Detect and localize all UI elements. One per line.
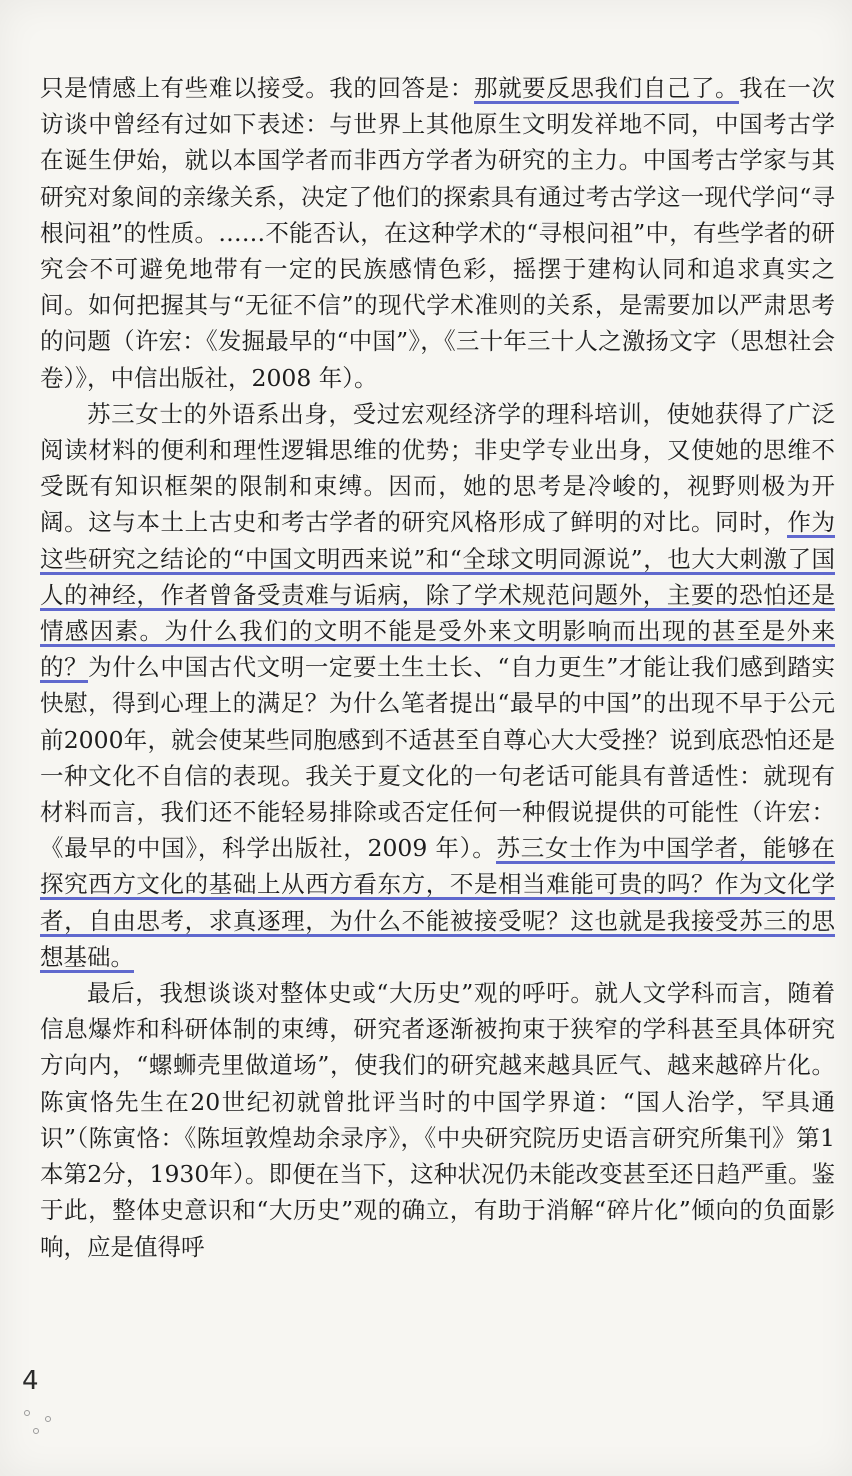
body-text xyxy=(40,70,835,1265)
paper-speck xyxy=(33,1428,39,1434)
highlighted-text: 苏三女士作为中国学者，能够在探究西方文化的基础上从西方看东方，不是相当难能可贵的吗？作为文化学者，自由思考，求真逐理，为什么不能被接受呢？这也就是我接受苏三的思想基础。 xyxy=(40,834,835,971)
paper-speck xyxy=(45,1416,51,1422)
text-segment: 我在一次访谈中曾经有过如下表述：与世界上其他原生文明发祥地不同，中国考古学在诞生伊始，就以本国学者而非西方学者为研究的主力。中国考古学家与其研究对象间的亲缘关系，决定了他们的探索具有通过考古学这一现代学问“寻根问祖”的性质。……不能否认，在这种学术的“寻根问祖”中，有些学者的研究会不可避免地带有一定的民族感情色彩，摇摆于建构认同和追求真实之间。如何把握其与“无征不信”的现代学术准则的关系，是需要加以严肃思考的问题（许宏：《发掘最早的“中国”》，《三十年三十人之激扬文字（思想社会卷）》，中信出版社，2008 年）。 xyxy=(40,74,835,392)
text-segment: 只是情感上有些难以接受。我的回答是： xyxy=(40,74,474,102)
highlighted-text: 作为这些研究之结论的“中国文明西来说”和“全球文明同源说”，也大大刺激了国人的神经，作者曾备受责难与诟病，除了学术规范问题外，主要的恐怕还是情感因素。为什么我们的文明不能是受外来文明影响而出现的甚至是外来的？ xyxy=(40,508,835,682)
highlighted-text: 那就要反思我们自己了。 xyxy=(473,74,740,102)
paragraph xyxy=(40,70,835,396)
paragraph xyxy=(40,396,835,975)
page-number: 4 xyxy=(22,1366,39,1396)
text-segment: 苏三女士的外语系出身，受过宏观经济学的理科培训，使她获得了广泛阅读材料的便利和理性逻辑思维的优势；非史学专业出身，又使她的思维不受既有知识框架的限制和束缚。因而，她的思考是冷峻的，视野则极为开阔。这与本土上古史和考古学者的研究风格形成了鲜明的对比。同时， xyxy=(40,399,835,537)
text-segment: 为什么中国古代文明一定要土生土长、“自力更生”才能让我们感到踏实快慰，得到心理上的满足？为什么笔者提出“最早的中国”的出现不早于公元前2000年，就会使某些同胞感到不适甚至自尊心大大受挫？说到底恐怕还是一种文化不自信的表现。我关于夏文化的一句老话可能具有普适性：就现有材料而言，我们还不能轻易排除或否定任何一种假说提供的可能性（许宏：《最早的中国》，科学出版社，2009 年）。 xyxy=(40,653,836,863)
text-segment: 最后，我想谈谈对整体史或“大历史”观的呼吁。就人文学科而言，随着信息爆炸和科研体制的束缚，研究者逐渐被拘束于狭窄的学科甚至具体研究方向内，“螺蛳壳里做道场”，使我们的研究越来越具匠气、越来越碎片化。陈寅恪先生在20世纪初就曾批评当时的中国学界道：“国人治学，罕具通识”（陈寅恪：《陈垣敦煌劫余录序》，《中央研究院历史语言研究所集刊》第1本第2分，1930年）。即便在当下，这种状况仍未能改变甚至还日趋严重。鉴于此，整体史意识和“大历史”观的确立，有助于消解“碎片化”倾向的负面影响，应是值得呼 xyxy=(40,979,835,1261)
paragraph xyxy=(40,975,835,1265)
paper-speck xyxy=(24,1410,30,1416)
